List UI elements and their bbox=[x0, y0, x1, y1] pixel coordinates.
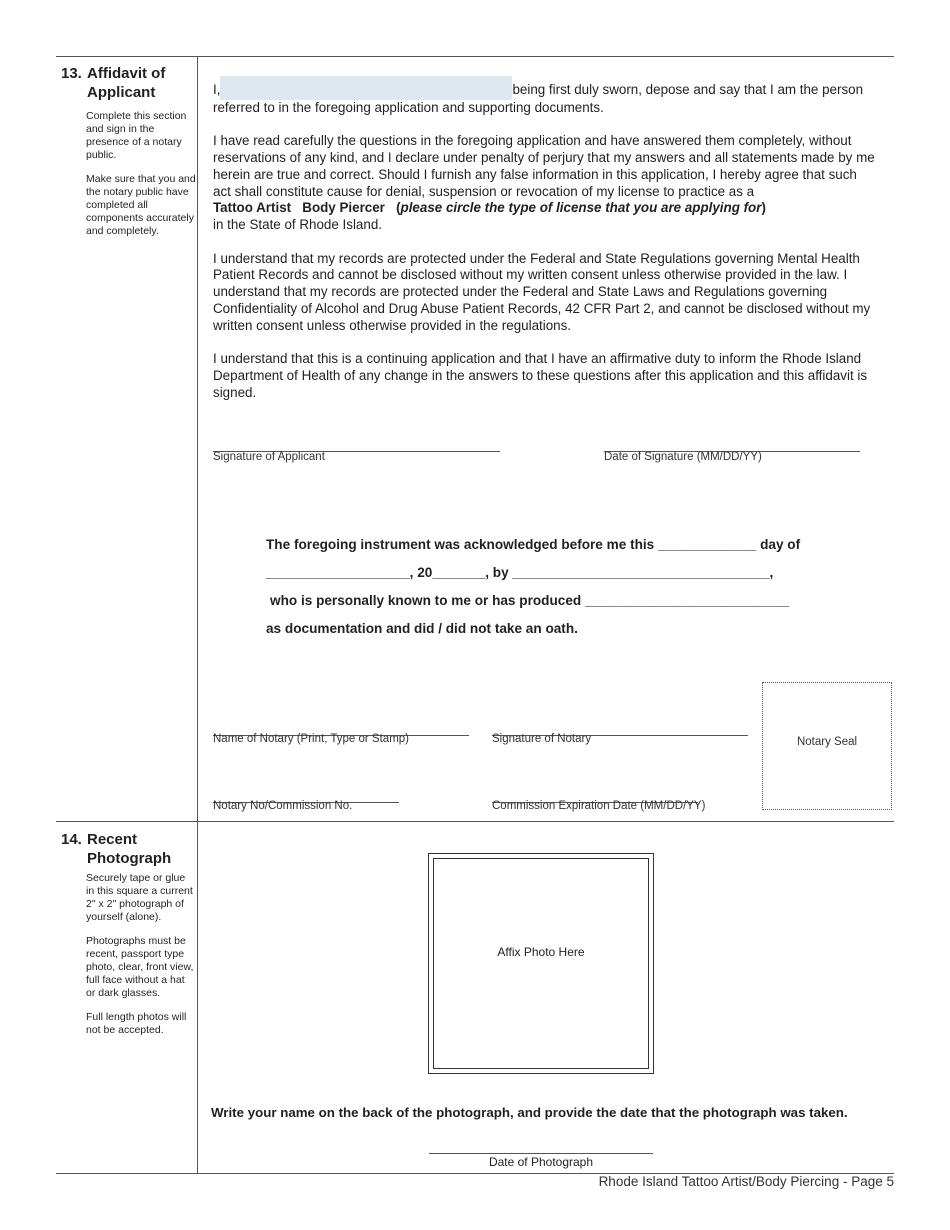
perjury-statement: I have read carefully the questions in the foregoing application and have answered them completely, without reservations of any kind, and I declare under penalty of perjury that my answers and all statements made by me herein are true and correct. Should I furnish any false information in this application, I hereby agree that such act shall constitute cause for denial, suspension or revocation of my license to practice as a bbox=[213, 133, 875, 199]
page-footer: Rhode Island Tattoo Artist/Body Piercing - Page 5 bbox=[598, 1174, 894, 1189]
column-divider-14 bbox=[197, 821, 198, 1173]
applicant-signature-label: Signature of Applicant bbox=[213, 451, 325, 463]
affidavit-prefix: I, bbox=[213, 82, 221, 97]
notary-line-1: The foregoing instrument was acknowledged before me this _____________ day of bbox=[266, 537, 801, 552]
section-13-notes bbox=[86, 110, 196, 249]
section-14-note-3: Full length photos will not be accepted. bbox=[86, 1011, 187, 1036]
section-14-title-line1: Recent bbox=[87, 831, 138, 848]
notary-seal-box[interactable] bbox=[762, 682, 892, 810]
notary-no-label: Notary No/Commission No. bbox=[213, 800, 353, 812]
affidavit-paragraph-4: I understand that this is a continuing application and that I have an affirmative duty to inform the Rhode Island Department of Health of any change in the answers to these questions after this application and this affidavit is signed. bbox=[213, 351, 868, 400]
signature-date-label: Date of Signature (MM/DD/YY) bbox=[604, 451, 762, 463]
section-14-number: 14. bbox=[61, 831, 82, 848]
notary-line-3: who is personally known to me or has produced ___________________________ bbox=[270, 593, 790, 608]
section-divider bbox=[56, 821, 894, 822]
photo-date-line[interactable] bbox=[429, 1153, 653, 1154]
photo-box-outer[interactable] bbox=[428, 853, 654, 1074]
section-13-title-line2: Applicant bbox=[87, 84, 156, 101]
photo-box-inner bbox=[433, 858, 649, 1069]
license-option-body-piercer[interactable]: Body Piercer bbox=[302, 200, 385, 216]
section-13-note-2: Make sure that you and the notary public have completed all components accurately and completely. bbox=[86, 173, 196, 237]
section-14-note-1: Securely tape or glue in this square a current 2" x 2" photograph of yourself (alone). bbox=[86, 872, 193, 923]
photo-instruction: Write your name on the back of the photograph, and provide the date that the photograph was taken. bbox=[211, 1105, 848, 1120]
notary-signature-label: Signature of Notary bbox=[492, 733, 592, 745]
commission-exp-label: Commission Expiration Date (MM/DD/YY) bbox=[492, 800, 706, 812]
section-14-notes bbox=[86, 872, 196, 1048]
state-line: in the State of Rhode Island. bbox=[213, 217, 382, 233]
section-13-note-1: Complete this section and sign in the presence of a notary public. bbox=[86, 110, 187, 161]
section-13-number: 13. bbox=[61, 65, 82, 82]
affidavit-paragraph-3: I understand that my records are protected under the Federal and State Regulations governing Mental Health Patient Records and cannot be disclosed without my written consent unless otherwise provided in the law. I understand that my records are protected under the Federal and State Laws and Regulations governing Confidentiality of Alcohol and Drug Abuse Patient Records, 42 CFR Part 2, and cannot be disclosed without my written consent unless otherwise provided in the regulations. bbox=[213, 250, 871, 333]
section-13-heading bbox=[61, 64, 196, 102]
column-divider-13 bbox=[197, 56, 198, 822]
section-14-heading bbox=[61, 830, 196, 868]
notary-name-label: Name of Notary (Print, Type or Stamp) bbox=[213, 733, 409, 745]
affidavit-suffix: being first duly sworn, depose and say that I am the person referred to in the foregoing application and supporting documents. bbox=[213, 82, 864, 115]
affidavit-body bbox=[213, 76, 878, 418]
photo-date-label: Date of Photograph bbox=[488, 1155, 594, 1169]
applicant-name-field[interactable] bbox=[220, 76, 512, 100]
notary-line-4: as documentation and did / did not take an oath. bbox=[266, 621, 578, 636]
notary-line-2: ___________________, 20_______, by __________________________________, bbox=[266, 565, 774, 580]
license-instruction: please circle the type of license that you are applying for bbox=[400, 200, 762, 216]
photo-box-label: Affix Photo Here bbox=[497, 945, 585, 959]
top-rule bbox=[56, 56, 894, 57]
section-14-title-line2: Photograph bbox=[87, 850, 172, 867]
section-13-title-line1: Affidavit of bbox=[87, 65, 166, 82]
license-option-tattoo-artist[interactable]: Tattoo Artist bbox=[213, 200, 292, 216]
section-14-note-2: Photographs must be recent, passport type photo, clear, front view, full face without a hat or dark glasses. bbox=[86, 935, 194, 999]
affidavit-paragraph-1 bbox=[213, 76, 878, 117]
affidavit-paragraph-2: I have read carefully the questions in the foregoing application and have answered them completely, without reservations of any kind, and I declare under penalty of perjury that my answers and all statements made by me herein are true and correct. Should I furnish any false information in this application, I hereby agree that such act shall constitute cause for denial, suspension or revocation of my license to practice as a Tattoo Artist Body Piercer (please circle the type of license that you are applying for) in the State of Rhode Island. bbox=[213, 133, 875, 233]
notary-seal-label: Notary Seal bbox=[796, 736, 858, 748]
